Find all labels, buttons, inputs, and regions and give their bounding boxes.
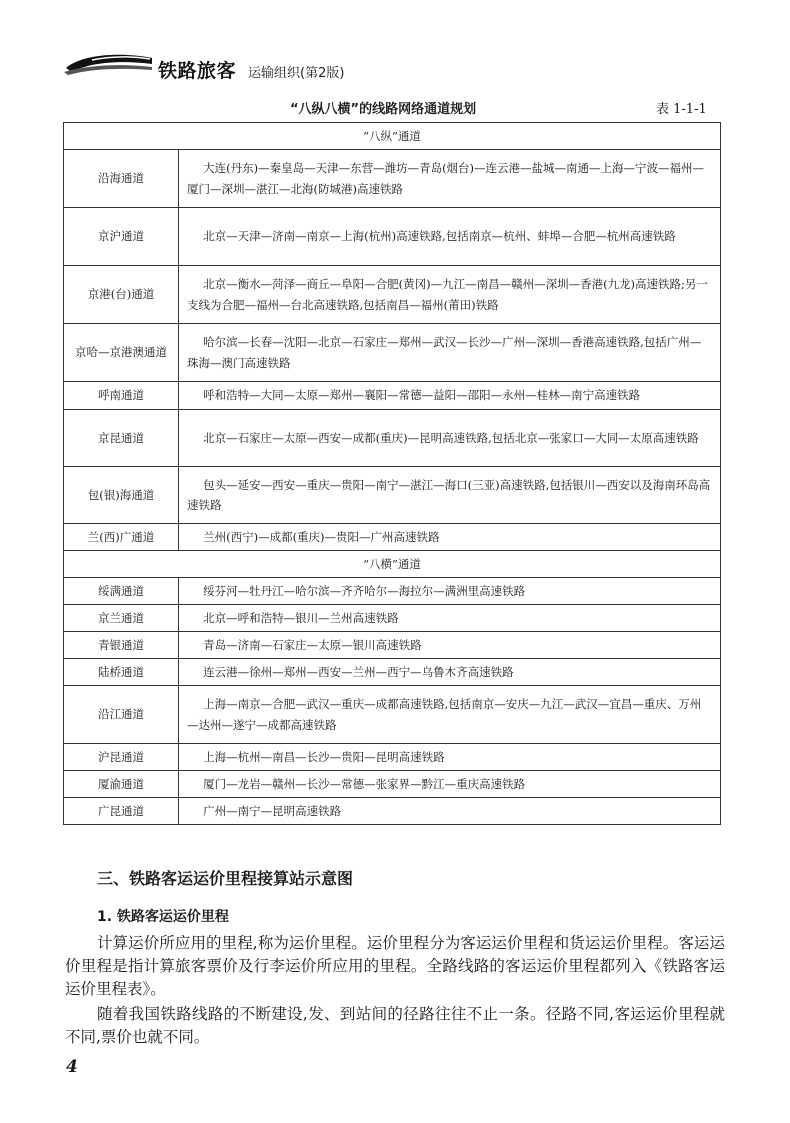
corridor-route: 上海—南京—合肥—武汉—重庆—成都高速铁路,包括南京—安庆—九江—武汉—宜昌—重庆、万州—达州—遂宁—成都高速铁路 <box>179 686 721 744</box>
table-row <box>64 467 721 524</box>
corridor-name: 陆桥通道 <box>64 659 179 686</box>
corridor-route: 绥芬河—牡丹江—哈尔滨—齐齐哈尔—海拉尔—满洲里高速铁路 <box>179 578 721 605</box>
corridor-route: 北京—天津—济南—南京—上海(杭州)高速铁路,包括南京—杭州、蚌埠—合肥—杭州高速铁路 <box>179 208 721 266</box>
section-heading: 三、铁路客运运价里程接算站示意图 <box>97 869 354 888</box>
corridor-route: 包头—延安—西安—重庆—贵阳—南宁—湛江—海口(三亚)高速铁路,包括银川—西安以及海南环岛高速铁路 <box>179 467 721 524</box>
corridor-name: 绥满通道 <box>64 578 179 605</box>
page-number: 4 <box>66 1057 78 1077</box>
table-row <box>64 771 721 798</box>
corridor-route: 北京—衡水—菏泽—商丘—阜阳—合肥(黄冈)—九江—南昌—赣州—深圳—香港(九龙)高速铁路;另一支线为合肥—福州—台北高速铁路,包括南昌—福州(莆田)铁路 <box>179 266 721 324</box>
table-row <box>64 150 721 208</box>
corridor-route: 上海—杭州—南昌—长沙—贵阳—昆明高速铁路 <box>179 744 721 771</box>
corridor-name: 呼南通道 <box>64 382 179 410</box>
book-subtitle: 运输组织(第2版) <box>248 66 345 81</box>
table-row <box>64 324 721 382</box>
corridor-route: 广州—南宁—昆明高速铁路 <box>179 798 721 825</box>
corridor-route: 厦门—龙岩—赣州—长沙—常德—张家界—黔江—重庆高速铁路 <box>179 771 721 798</box>
route-network-table <box>63 122 721 825</box>
table-number: 表 1-1-1 <box>656 102 707 117</box>
corridor-name: 京港(台)通道 <box>64 266 179 324</box>
body-paragraph: 计算运价所应用的里程,称为运价里程。运价里程分为客运运价里程和货运运价里程。客运运价里程是指计算旅客票价及行李运价所应用的里程。全路线路的客运运价里程都列入《铁路客运运价里程表》。 <box>65 934 725 998</box>
table-caption: “八纵八横”的线路网络通道规划 <box>290 102 477 117</box>
corridor-name: 沪昆通道 <box>64 744 179 771</box>
corridor-name: 厦渝通道 <box>64 771 179 798</box>
corridor-name: 沿江通道 <box>64 686 179 744</box>
corridor-name: 青银通道 <box>64 632 179 659</box>
corridor-name: 兰(西)广通道 <box>64 524 179 551</box>
corridor-route: 连云港—徐州—郑州—西安—兰州—西宁—乌鲁木齐高速铁路 <box>179 659 721 686</box>
book-title: 铁路旅客 <box>158 60 237 82</box>
table-row <box>64 632 721 659</box>
corridor-route: 哈尔滨—长春—沈阳—北京—石家庄—郑州—武汉—长沙—广州—深圳—香港高速铁路,包括广州—珠海—澳门高速铁路 <box>179 324 721 382</box>
table-row <box>64 744 721 771</box>
table-row <box>64 798 721 825</box>
body-paragraph: 随着我国铁路线路的不断建设,发、到站间的径路往往不止一条。径路不同,客运运价里程就不同,票价也就不同。 <box>65 1005 725 1046</box>
table-row <box>64 266 721 324</box>
table-section-row <box>64 123 721 150</box>
table-section-row <box>64 551 721 578</box>
corridor-name: 京哈—京港澳通道 <box>64 324 179 382</box>
table-row <box>64 410 721 467</box>
train-logo-icon <box>62 50 154 76</box>
table-row <box>64 524 721 551</box>
corridor-name: 京昆通道 <box>64 410 179 467</box>
table-row <box>64 382 721 410</box>
table-row <box>64 659 721 686</box>
corridor-route: 呼和浩特—大同—太原—郑州—襄阳—常德—益阳—邵阳—永州—桂林—南宁高速铁路 <box>179 382 721 410</box>
corridor-route: 青岛—济南—石家庄—太原—银川高速铁路 <box>179 632 721 659</box>
corridor-route: 北京—石家庄—太原—西安—成都(重庆)—昆明高速铁路,包括北京—张家口—大同—太原高速铁路 <box>179 410 721 467</box>
horizontal-section-heading: “八横”通道 <box>64 551 721 578</box>
vertical-section-heading: “八纵”通道 <box>64 123 721 150</box>
corridor-name: 包(银)海通道 <box>64 467 179 524</box>
corridor-name: 沿海通道 <box>64 150 179 208</box>
table-row <box>64 578 721 605</box>
table-row <box>64 605 721 632</box>
corridor-name: 广昆通道 <box>64 798 179 825</box>
corridor-route: 北京—呼和浩特—银川—兰州高速铁路 <box>179 605 721 632</box>
running-header <box>62 44 482 88</box>
table-row <box>64 686 721 744</box>
corridor-route: 大连(丹东)—秦皇岛—天津—东营—潍坊—青岛(烟台)—连云港—盐城—南通—上海—宁波—福州—厦门—深圳—湛江—北海(防城港)高速铁路 <box>179 150 721 208</box>
subsection-heading: 1. 铁路客运运价里程 <box>97 909 229 925</box>
corridor-name: 京兰通道 <box>64 605 179 632</box>
corridor-name: 京沪通道 <box>64 208 179 266</box>
corridor-route: 兰州(西宁)—成都(重庆)—贵阳—广州高速铁路 <box>179 524 721 551</box>
table-row <box>64 208 721 266</box>
